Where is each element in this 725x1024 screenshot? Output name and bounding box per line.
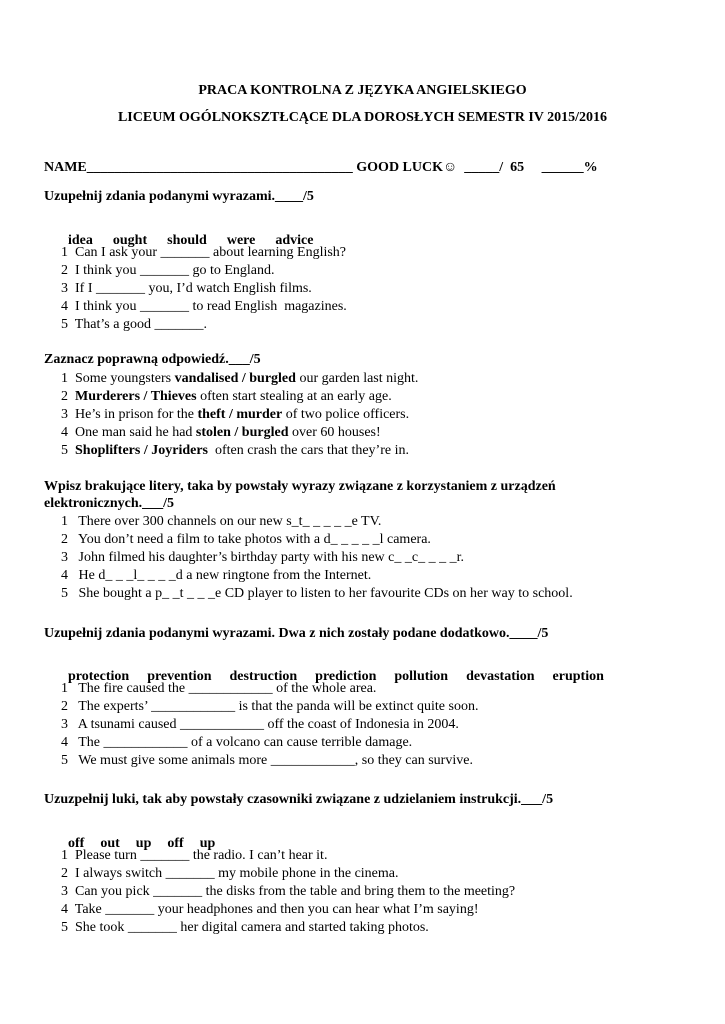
word-bank-item: destruction <box>229 669 298 684</box>
word-bank-item: devastation <box>466 669 535 684</box>
word-bank-item: prevention <box>147 669 212 684</box>
item-text: our garden last night. <box>295 371 419 386</box>
word-bank-item: pollution <box>394 669 449 684</box>
word-bank-item: protection <box>68 669 130 684</box>
exercise-item: 5 She took _______ her digital camera and started taking photos. <box>61 920 429 935</box>
name-score-line: NAME______________________________________ GOOD LUCK☺ _____/ 65 ______% <box>44 160 598 175</box>
item-text: He’s in prison for the <box>75 407 198 422</box>
word-bank-item: should <box>167 233 207 248</box>
item-choice: stolen / burgled <box>195 425 289 440</box>
word-bank-item: prediction <box>315 669 377 684</box>
exercise-item <box>61 425 381 441</box>
exercise-item: 3 John filmed his daughter’s birthday party with his new c_ _c_ _ _ _r. <box>61 550 464 565</box>
exercise-item: 4 Take _______ your headphones and then you can hear what I’m saying! <box>61 902 479 917</box>
item-text: over 60 houses! <box>288 425 381 440</box>
exercise-item: 2 You don’t need a film to take photos with a d_ _ _ _ _l camera. <box>61 532 431 547</box>
exercise-item: 3 Can you pick _______ the disks from the table and bring them to the meeting? <box>61 884 516 899</box>
exercise-item: 3 If I _______ you, I’d watch English films. <box>61 281 312 296</box>
item-choice: vandalised / burgled <box>174 371 296 386</box>
item-number: 2 <box>61 389 68 404</box>
exercise-item <box>61 371 418 387</box>
item-choice: Shoplifters / Joyriders <box>75 443 208 458</box>
item-number: 3 <box>61 407 68 422</box>
exercise-item: 5 We must give some animals more ____________, so they can survive. <box>61 753 473 768</box>
word-bank-item: up <box>135 836 152 851</box>
item-text: often crash the cars that they’re in. <box>208 443 409 458</box>
item-text: Some youngsters <box>75 371 175 386</box>
item-number: 5 <box>61 443 68 458</box>
word-bank-item: idea <box>68 233 93 248</box>
word-bank-item: up <box>199 836 216 851</box>
exercise-item: 2 The experts’ ____________ is that the panda will be extinct quite soon. <box>61 699 479 714</box>
item-text: of two police officers. <box>282 407 410 422</box>
item-text: often start stealing at an early age. <box>196 389 392 404</box>
section5-heading: Uzuzpełnij luki, tak aby powstały czasowniki związane z udzielaniem instrukcji.___/5 <box>44 792 554 807</box>
section3-heading-cont: elektronicznych.___/5 <box>44 496 175 511</box>
exercise-item: 4 The ____________ of a volcano can cause terrible damage. <box>61 735 413 750</box>
word-bank-item: advice <box>275 233 314 248</box>
exercise-item: 2 I think you _______ go to England. <box>61 263 275 278</box>
exercise-item: 1 The fire caused the ____________ of the whole area. <box>61 681 377 696</box>
exercise-item: 5 She bought a p_ _t _ _ _e CD player to listen to her favourite CDs on her way to school. <box>61 586 573 601</box>
document-subtitle: LICEUM OGÓLNOKSZTŁCĄCE DLA DOROSŁYCH SEMESTR IV 2015/2016 <box>117 110 608 125</box>
item-choice: theft / murder <box>197 407 283 422</box>
exercise-item: 1 Please turn _______ the radio. I can’t hear it. <box>61 848 328 863</box>
exercise-item: 2 I always switch _______ my mobile phone in the cinema. <box>61 866 399 881</box>
word-bank-item: were <box>226 233 256 248</box>
item-choice: Murderers / Thieves <box>75 389 197 404</box>
exercise-item <box>61 443 409 459</box>
section3-heading: Wpisz brakujące litery, taka by powstały wyrazy związane z korzystaniem z urządzeń <box>44 479 556 494</box>
exercise-item: 5 That’s a good _______. <box>61 317 207 332</box>
section2-heading: Zaznacz poprawną odpowiedź.___/5 <box>44 352 261 367</box>
exercise-item <box>61 407 409 423</box>
word-bank-item: off <box>167 836 184 851</box>
exercise-item <box>61 389 392 405</box>
exercise-item: 4 I think you _______ to read English magazines. <box>61 299 347 314</box>
item-number: 1 <box>61 371 68 386</box>
exercise-item: 4 He d_ _ _l_ _ _ _d a new ringtone from the Internet. <box>61 568 372 583</box>
word-bank-item: ought <box>112 233 148 248</box>
exercise-item: 1 Can I ask your _______ about learning English? <box>61 245 347 260</box>
section1-heading: Uzupełnij zdania podanymi wyrazami.____/5 <box>44 189 314 204</box>
exercise-item: 3 A tsunami caused ____________ off the coast of Indonesia in 2004. <box>61 717 459 732</box>
item-text: One man said he had <box>75 425 196 440</box>
word-bank-item: eruption <box>552 669 604 684</box>
word-bank-item: off <box>68 836 85 851</box>
word-bank-item: out <box>100 836 120 851</box>
exercise-item: 1 There over 300 channels on our new s_t_ _ _ _ _e TV. <box>61 514 382 529</box>
document-title: PRACA KONTROLNA Z JĘZYKA ANGIELSKIEGO <box>198 83 527 98</box>
section4-heading: Uzupełnij zdania podanymi wyrazami. Dwa z nich zostały podane dodatkowo.____/5 <box>44 626 549 641</box>
item-number: 4 <box>61 425 68 440</box>
